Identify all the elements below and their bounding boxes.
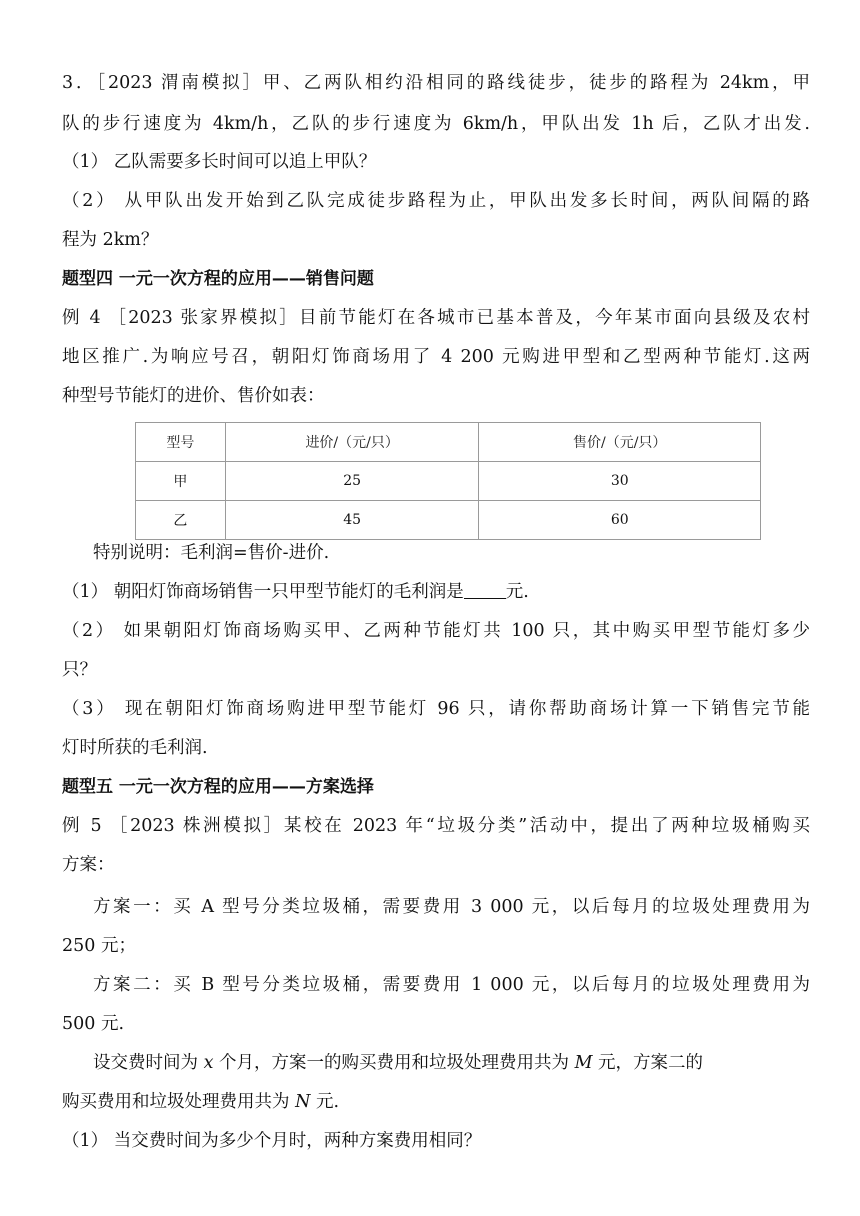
example4-question1-unit: 元. [505,582,529,602]
setup-text-a: 设交费时间为 [93,1053,204,1073]
plan1-line2: 250 元； [62,936,136,956]
example4-line1: 例 4 ［2023 张家界模拟］目前节能灯在各城市已基本普及，今年某市面向县级及农村 [62,308,810,328]
example5-line1: 例 5 ［2023 株洲模拟］某校在 2023 年“垃圾分类”活动中，提出了两种垃圾桶购买 [62,816,810,836]
setup-line1 [93,1051,810,1075]
table-cell-model: 乙 [136,501,226,540]
table-header-row [136,423,761,462]
profit-note: 特别说明：毛利润=售价-进价. [93,543,330,563]
example4-question2-line1: （2） 如果朝阳灯饰商场购买甲、乙两种节能灯共 100 只，其中购买甲型节能灯多少 [62,621,810,641]
table-cell-cost: 25 [225,462,479,501]
price-table [135,422,761,540]
table-row [136,501,761,540]
problem3-question2-line1: （2） 从甲队出发开始到乙队完成徒步路程为止，甲队出发多长时间，两队间隔的路 [62,191,810,211]
example5-line2: 方案： [62,855,115,875]
setup-line2-text-b: 元. [310,1092,340,1112]
table-cell-model: 甲 [136,462,226,501]
table-cell-price: 30 [479,462,761,501]
section5-heading: 题型五 一元一次方程的应用——方案选择 [62,777,374,797]
example4-question2-line2: 只？ [62,660,97,680]
setup-text-b: 个月，方案一的购买费用和垃圾处理费用共为 [213,1053,575,1073]
table-header-cost: 进价/（元/只） [225,423,479,462]
example4-question3-line1: （3） 现在朝阳灯饰商场购进甲型节能灯 96 只，请你帮助商场计算一下销售完节能 [62,699,810,719]
problem3-line1: 3．［2023 渭南模拟］甲、乙两队相约沿相同的路线徒步，徒步的路程为 24km，甲 [62,73,810,93]
example5-question1: （1） 当交费时间为多少个月时，两种方案费用相同？ [62,1131,482,1151]
setup-text-c: 元，方案二的 [592,1053,704,1073]
plan2-line1: 方案二：买 B 型号分类垃圾桶，需要费用 1 000 元，以后每月的垃圾处理费用为 [93,975,810,995]
variable-n: N [295,1092,311,1112]
plan2-line2: 500 元. [62,1014,125,1034]
plan1-line1: 方案一：买 A 型号分类垃圾桶，需要费用 3 000 元，以后每月的垃圾处理费用为 [93,897,810,917]
problem3-question2-line2: 程为 2km？ [62,230,159,250]
table-cell-price: 60 [479,501,761,540]
table-header-model: 型号 [136,423,226,462]
problem3-line2: 队的步行速度为 4km/h，乙队的步行速度为 6km/h，甲队出发 1h 后，乙队才出发. [62,114,810,134]
example4-question3-line2: 灯时所获的毛利润. [62,738,208,758]
variable-m: M [574,1053,593,1073]
setup-line2-text-a: 购买费用和垃圾处理费用共为 [62,1092,296,1112]
variable-x: x [203,1053,214,1073]
example4-question1 [62,580,810,604]
example4-line3: 种型号节能灯的进价、售价如表： [62,386,325,406]
example4-line2: 地区推广.为响应号召，朝阳灯饰商场用了 4 200 元购进甲型和乙型两种节能灯.这两 [62,347,810,367]
problem3-question1: （1） 乙队需要多长时间可以追上甲队？ [62,152,377,172]
table-row [136,462,761,501]
table-header-price: 售价/（元/只） [479,423,761,462]
example4-question1-text: （1） 朝阳灯饰商场销售一只甲型节能灯的毛利润是 [62,582,464,602]
answer-blank[interactable] [464,581,506,599]
section4-heading: 题型四 一元一次方程的应用——销售问题 [62,269,374,289]
table-cell-cost: 45 [225,501,479,540]
setup-line2 [62,1090,810,1114]
